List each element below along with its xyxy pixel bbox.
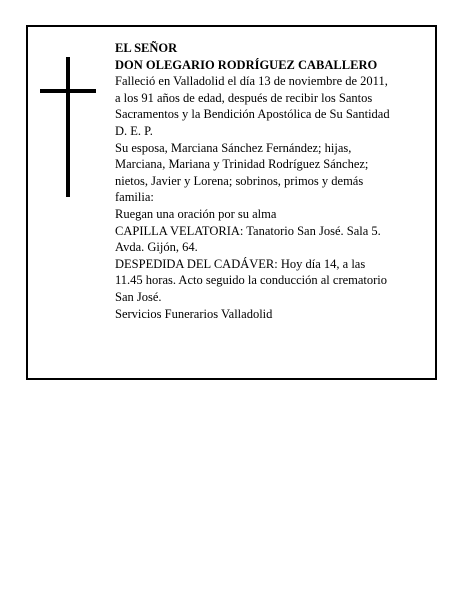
- cross-vertical-bar: [66, 57, 70, 197]
- notice-line: San José.: [115, 289, 162, 304]
- notice-line: familia:: [115, 190, 154, 205]
- notice-heading-name: DON OLEGARIO RODRÍGUEZ CABALLERO: [115, 57, 378, 72]
- obituary-notice: [26, 25, 437, 380]
- notice-line: a los 91 años de edad, después de recibir los Santos: [115, 90, 373, 105]
- notice-line: Marciana, Mariana y Trinidad Rodríguez Sánchez;: [115, 157, 369, 172]
- notice-line: 11.45 horas. Acto seguido la conducción al crematorio: [115, 273, 388, 288]
- notice-line: DESPEDIDA DEL CADÁVER: Hoy día 14, a las: [115, 256, 366, 271]
- notice-line: nietos, Javier y Lorena; sobrinos, primos y demás: [115, 173, 364, 188]
- cross-icon: [40, 57, 96, 197]
- notice-line: Falleció en Valladolid el día 13 de noviembre de 2011,: [115, 74, 388, 89]
- notice-line: Avda. Gijón, 64.: [115, 240, 198, 255]
- notice-text: [115, 40, 433, 322]
- notice-line: CAPILLA VELATORIA: Tanatorio San José. Sala 5.: [115, 223, 381, 238]
- notice-heading-title: EL SEÑOR: [115, 41, 178, 55]
- notice-line: Su esposa, Marciana Sánchez Fernández; hijas,: [115, 140, 352, 155]
- notice-line: D. E. P.: [115, 123, 153, 138]
- notice-line: Ruegan una oración por su alma: [115, 206, 277, 221]
- notice-line: Servicios Funerarios Valladolid: [115, 306, 273, 321]
- notice-line: Sacramentos y la Bendición Apostólica de Su Santidad: [115, 107, 390, 122]
- cross-horizontal-bar: [40, 89, 96, 93]
